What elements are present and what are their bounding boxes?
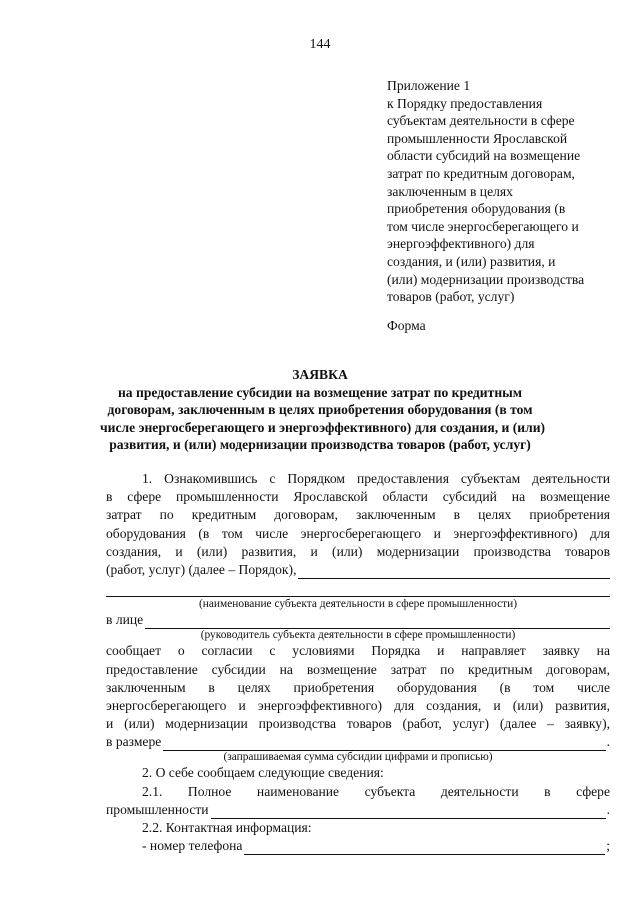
amount-label: в размере bbox=[106, 734, 162, 750]
paragraph-line: заключенным в целях приобретения оборудования (в том числе bbox=[106, 679, 610, 695]
paragraph-line: создания, и (или) развития, и (или) модернизации производства товаров bbox=[106, 543, 610, 559]
in-person-label: в лице bbox=[106, 612, 144, 628]
appendix-line: к Порядку предоставления bbox=[387, 95, 543, 111]
item-2-1: 2.1. Полное наименование субъекта деятельности в сфере bbox=[142, 783, 610, 799]
appendix-block bbox=[387, 77, 584, 306]
paragraph-line: и (или) модернизации производства товаров (работ, услуг) (далее – заявку), bbox=[106, 716, 610, 732]
title-subtitle-line: на предоставление субсидии на возмещение затрат по кредитным bbox=[117, 384, 523, 400]
appendix-line: Приложение 1 bbox=[387, 78, 471, 93]
phone-end-mark: ; bbox=[606, 838, 610, 854]
amount-end-mark: . bbox=[606, 734, 610, 750]
phone-label: - номер телефона bbox=[142, 838, 243, 854]
section-heading: 2. О себе сообщаем следующие сведения: bbox=[142, 765, 384, 781]
full-name-end-mark: . bbox=[606, 801, 610, 817]
full-name-field[interactable] bbox=[211, 805, 606, 819]
appendix-line: том числе энергосберегающего и bbox=[387, 218, 579, 234]
paragraph-line-text: (работ, услуг) (далее – Порядок), bbox=[106, 561, 297, 577]
appendix-line: создания, и (или) развития, и bbox=[387, 253, 556, 269]
page-number: 144 bbox=[309, 37, 331, 52]
appendix-line: товаров (работ, услуг) bbox=[387, 289, 515, 305]
item-2-2: 2.2. Контактная информация: bbox=[142, 820, 312, 835]
appendix-line: (или) модернизации производства bbox=[387, 271, 585, 287]
subsidy-amount-field[interactable] bbox=[163, 737, 605, 751]
representative-caption: (руководитель субъекта деятельности в сфере промышленности) bbox=[200, 629, 516, 642]
representative-field[interactable] bbox=[145, 615, 610, 629]
appendix-line: приобретения оборудования (в bbox=[387, 201, 566, 217]
form-label: Форма bbox=[387, 318, 426, 333]
paragraph-line: 1. Ознакомившись с Порядком предоставления субъектам деятельности bbox=[142, 471, 610, 486]
paragraph-line: предоставление субсидии на возмещение затрат по кредитным договорам, bbox=[106, 661, 610, 677]
paragraph-line: сообщает о согласии с условиями Порядка и направляет заявку на bbox=[106, 643, 610, 659]
representative-row bbox=[106, 611, 610, 629]
entity-name-field[interactable] bbox=[106, 579, 610, 597]
paragraph-line bbox=[106, 561, 610, 579]
paragraph-line: затрат по кредитным договорам, заключенным в целях приобретения bbox=[106, 507, 610, 523]
document-title bbox=[100, 366, 546, 454]
entity-name-caption: (наименование субъекта деятельности в сфере промышленности) bbox=[198, 598, 518, 611]
appendix-line: субъектам деятельности в сфере bbox=[387, 113, 575, 129]
entity-name-field-start[interactable] bbox=[298, 565, 610, 579]
appendix-line: заключенным в целях bbox=[387, 183, 513, 199]
appendix-line: затрат по кредитным договорам, bbox=[387, 165, 575, 181]
form-body bbox=[106, 470, 610, 855]
appendix-line: энергоэффективного) для bbox=[387, 236, 535, 252]
paragraph-line: оборудования (в том числе энергосберегающего и энергоэффективного) для bbox=[106, 525, 610, 541]
phone-field[interactable] bbox=[244, 841, 605, 855]
item-2-1-continuation: промышленности bbox=[106, 801, 209, 817]
title-subtitle-line: числе энергосберегающего и энергоэффективного) для создания, и (или) bbox=[100, 419, 546, 435]
title-subtitle-line: развития, и (или) модернизации производства товаров (работ, услуг) bbox=[109, 437, 531, 452]
paragraph-line: энергосберегающего и энергоэффективного) для создания, и (или) развития, bbox=[106, 697, 610, 713]
appendix-line: промышленности Ярославской bbox=[387, 130, 568, 146]
title-subtitle-line: договорам, заключенным в целях приобретения оборудования (в том bbox=[107, 402, 533, 417]
title-heading: ЗАЯВКА bbox=[292, 367, 348, 382]
paragraph-line: в сфере промышленности Ярославской области субсидий на возмещение bbox=[106, 489, 610, 505]
amount-caption: (запрашиваемая сумма субсидии цифрами и прописью) bbox=[223, 751, 493, 764]
full-name-row bbox=[106, 801, 610, 819]
amount-row bbox=[106, 733, 610, 751]
phone-row bbox=[106, 837, 610, 855]
appendix-line: области субсидий на возмещение bbox=[387, 148, 581, 164]
